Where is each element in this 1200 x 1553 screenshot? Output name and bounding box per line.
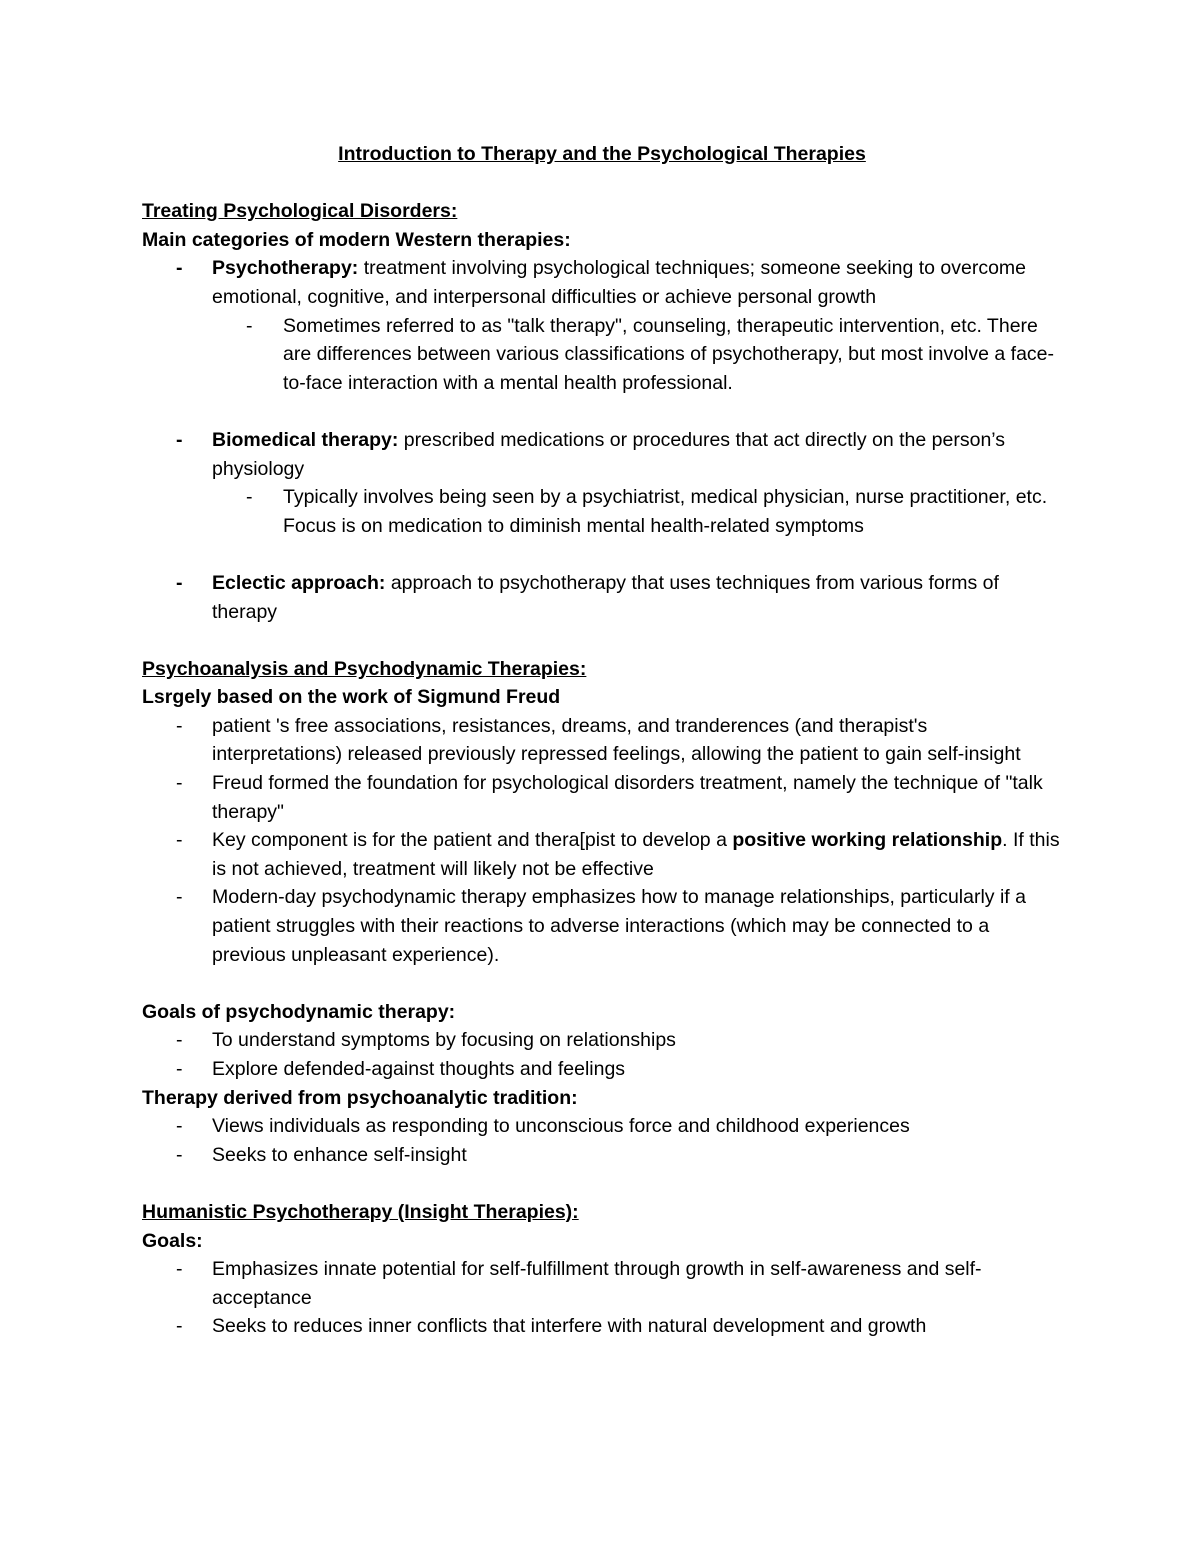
- subheading-goals-psychodynamic: Goals of psychodynamic therapy:: [142, 1000, 456, 1023]
- list-item-eclectic: [142, 569, 1062, 626]
- list-item: [142, 769, 1062, 826]
- sub-item-text: Typically involves being seen by a psychiatrist, medical physician, nurse practitioner, etc. Focus is on medication to diminish mental health-related symptoms: [283, 486, 1048, 537]
- list-item: [142, 1255, 1062, 1312]
- bullet-dash: -: [176, 886, 183, 909]
- bullet-dash: -: [176, 829, 183, 852]
- list-item-text: Seeks to reduces inner conflicts that interfere with natural development and growth: [212, 1315, 927, 1338]
- list-item: [142, 1112, 1062, 1141]
- list-item-text: Explore defended-against thoughts and feelings: [212, 1058, 626, 1080]
- list-item-text: Freud formed the foundation for psychological disorders treatment, namely the technique of "talk therapy": [212, 772, 1043, 823]
- term-eclectic: Eclectic approach:: [212, 571, 386, 594]
- list-item: [142, 883, 1062, 969]
- list-item: [142, 712, 1062, 769]
- sub-item-text: Sometimes referred to as "talk therapy", counseling, therapeutic intervention, etc. There are differences between various classifications of psychotherapy, but most involve a face-to-face interaction with a mental health professional.: [283, 314, 1055, 394]
- spacer: [142, 969, 1062, 998]
- list-item-text: Seeks to enhance self-insight: [212, 1143, 467, 1166]
- spacer: [142, 626, 1062, 655]
- bullet-dash: -: [176, 1143, 183, 1166]
- list-item-biomedical: [142, 426, 1062, 483]
- spacer: [142, 540, 1062, 569]
- list-item-text: Emphasizes innate potential for self-fulfillment through growth in self-awareness and self-acceptance: [212, 1258, 982, 1309]
- emphasis-positive-working-relationship: positive working relationship: [732, 829, 1003, 852]
- section-heading-psychoanalysis: Psychoanalysis and Psychodynamic Therapies:: [142, 657, 587, 680]
- bullet-dash: -: [176, 714, 183, 737]
- bullet-dash: -: [176, 571, 183, 594]
- list-item: [142, 1141, 1062, 1170]
- bullet-dash: -: [176, 1315, 183, 1338]
- subheading-main-categories: Main categories of modern Western therapies:: [142, 228, 571, 251]
- bullet-dash: -: [176, 1258, 183, 1281]
- term-biomedical: Biomedical therapy:: [212, 428, 399, 451]
- list-item-text: Modern-day psychodynamic therapy emphasizes how to manage relationships, particularly if a patient struggles with their reactions to adverse interactions (which may be connected to a previous unpleasant experience).: [212, 886, 1026, 966]
- term-psychotherapy: Psychotherapy:: [212, 257, 359, 280]
- section-heading-humanistic: Humanistic Psychotherapy (Insight Therapies):: [142, 1200, 579, 1223]
- list-item: [142, 1026, 1062, 1055]
- definition-psychotherapy: treatment involving psychological techniques; someone seeking to overcome emotional, cognitive, and interpersonal difficulties or achieve personal growth: [212, 257, 1027, 308]
- subheading-goals: Goals:: [142, 1229, 203, 1252]
- bullet-dash: -: [176, 1029, 183, 1052]
- bullet-dash: -: [176, 428, 183, 451]
- list-item-text: To understand symptoms by focusing on relationships: [212, 1029, 676, 1052]
- bullet-dash: -: [176, 1058, 183, 1080]
- definition-biomedical: prescribed medications or procedures that act directly on the person’s physiology: [212, 428, 1006, 480]
- document-title: Introduction to Therapy and the Psychological Therapies: [338, 143, 866, 165]
- subheading-freud: Lsrgely based on the work of Sigmund Freud: [142, 686, 561, 709]
- list-item-text: Key component is for the patient and thera[pist to develop a: [212, 829, 733, 852]
- subheading-derived-therapy: Therapy derived from psychoanalytic tradition:: [142, 1086, 578, 1109]
- document-content: [142, 140, 1062, 1341]
- spacer: [142, 397, 1062, 426]
- sub-item-psychotherapy: [142, 312, 1062, 398]
- bullet-dash: -: [176, 772, 183, 795]
- spacer: [142, 1169, 1062, 1198]
- section-heading-treating: Treating Psychological Disorders:: [142, 200, 458, 223]
- list-item-text: . If this is not achieved, treatment will likely not be effective: [212, 829, 1060, 880]
- list-item-psychotherapy: [142, 254, 1062, 311]
- bullet-dash: -: [246, 314, 253, 337]
- list-item: [142, 1055, 1062, 1084]
- bullet-dash: -: [176, 257, 183, 280]
- list-item-text: patient 's free associations, resistances, dreams, and tranderences (and therapist's interpretations) released previously repressed feelings, allowing the patient to gain self-insight: [212, 714, 1021, 766]
- definition-eclectic: approach to psychotherapy that uses techniques from various forms of therapy: [212, 571, 999, 623]
- list-item: [142, 826, 1062, 883]
- sub-item-biomedical: [142, 483, 1062, 540]
- list-item: [142, 1312, 1062, 1341]
- bullet-dash: -: [176, 1115, 183, 1138]
- list-item-text: Views individuals as responding to unconscious force and childhood experiences: [212, 1115, 910, 1138]
- bullet-dash: -: [246, 486, 253, 509]
